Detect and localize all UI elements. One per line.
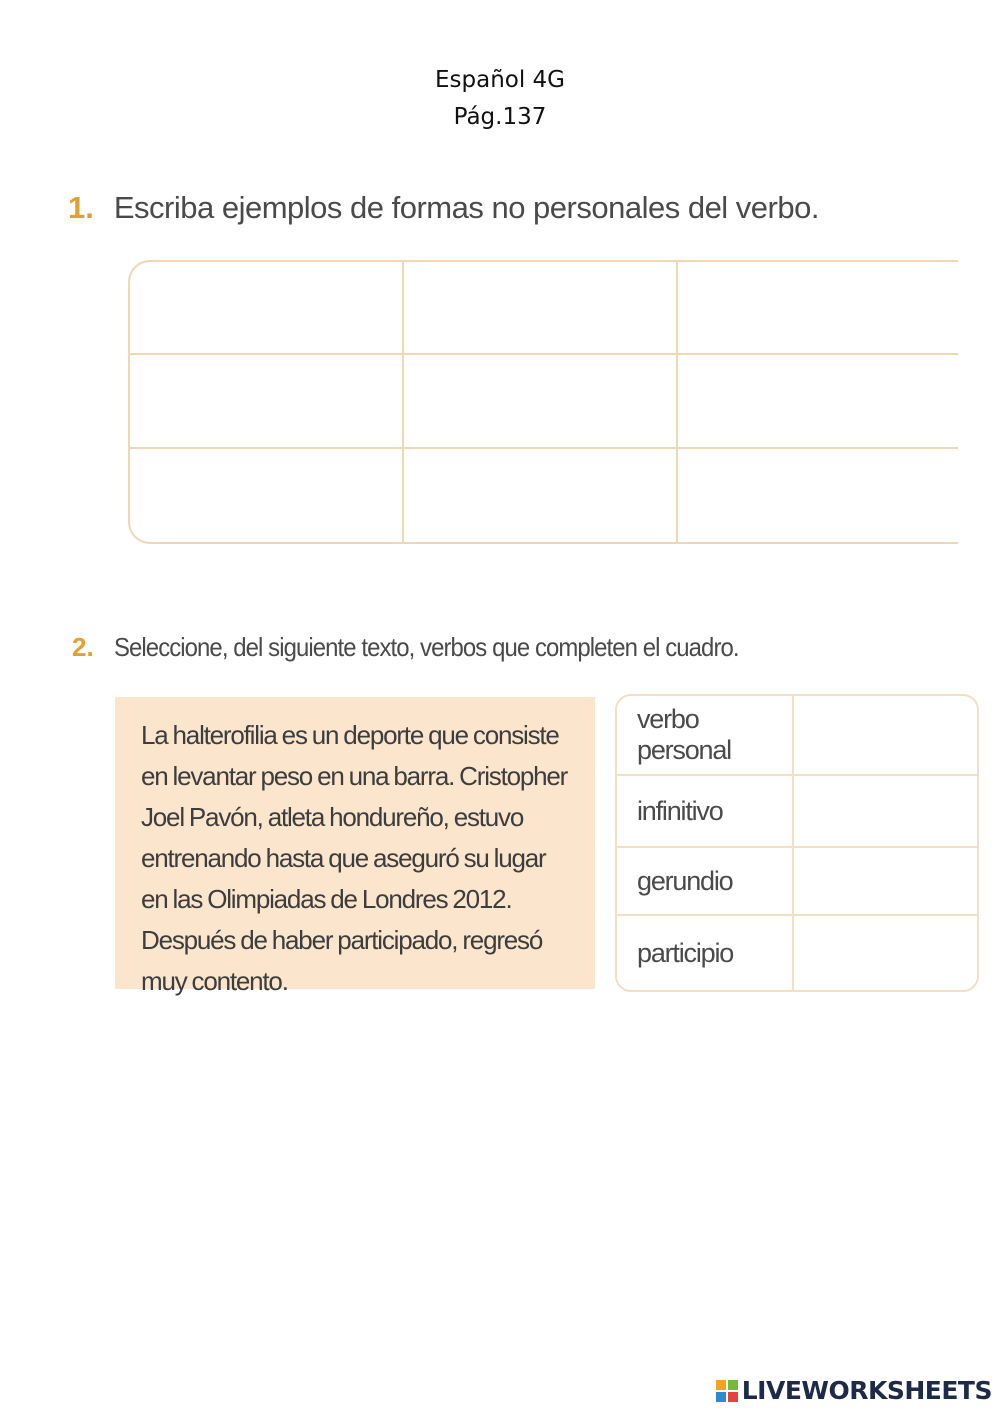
answer-cell[interactable] <box>404 355 678 448</box>
exercise-1-instruction: Escriba ejemplos de formas no personales del verbo. <box>113 190 819 225</box>
answer-cell[interactable] <box>678 355 958 448</box>
header-subject: Español 4G <box>434 67 565 93</box>
liveworksheets-logo <box>716 1376 992 1405</box>
reading-text: La halterofilia es un deporte que consiste en levantar peso en una barra. Cristopher Joel Pavón, atleta hondureño, estuvo entrenando hasta que aseguró su lugar en las Olimpiadas de Londres 2012. Después de haber participado, regresó muy contento. <box>141 720 568 996</box>
exercise-1-title <box>68 190 819 226</box>
answer-cell-participio[interactable] <box>794 916 977 990</box>
answer-cell[interactable] <box>130 449 404 542</box>
verb-forms-table <box>615 694 979 992</box>
exercise-2-number: 2. <box>72 632 94 662</box>
answer-cell-gerundio[interactable] <box>794 848 977 916</box>
row-label-gerundio: gerundio <box>617 848 794 916</box>
row-label-infinitivo: infinitivo <box>617 776 794 848</box>
header-page: Pág.137 <box>453 104 547 130</box>
exercise-2-title <box>72 632 793 663</box>
logo-square <box>716 1380 726 1390</box>
answer-cell[interactable] <box>130 355 404 448</box>
answer-cell[interactable] <box>678 262 958 355</box>
answer-cell-verbo-personal[interactable] <box>794 696 977 776</box>
answer-cell[interactable] <box>678 449 958 542</box>
logo-text: LIVEWORKSHEETS <box>741 1376 992 1405</box>
answer-cell[interactable] <box>404 262 678 355</box>
logo-square <box>728 1392 738 1402</box>
answer-cell[interactable] <box>130 262 404 355</box>
logo-square <box>716 1392 726 1402</box>
logo-mark-icon <box>716 1380 738 1402</box>
row-label-verbo-personal: verbo personal <box>617 696 794 776</box>
answer-cell[interactable] <box>404 449 678 542</box>
row-label-participio: participio <box>617 916 794 990</box>
exercise-1-answer-grid <box>128 260 958 544</box>
answer-cell-infinitivo[interactable] <box>794 776 977 848</box>
reading-text-box <box>115 697 595 996</box>
logo-square <box>728 1380 738 1390</box>
page-header <box>0 62 1000 136</box>
exercise-1-number: 1. <box>68 190 94 225</box>
exercise-2-instruction: Seleccione, del siguiente texto, verbos que completen el cuadro. <box>113 632 739 662</box>
